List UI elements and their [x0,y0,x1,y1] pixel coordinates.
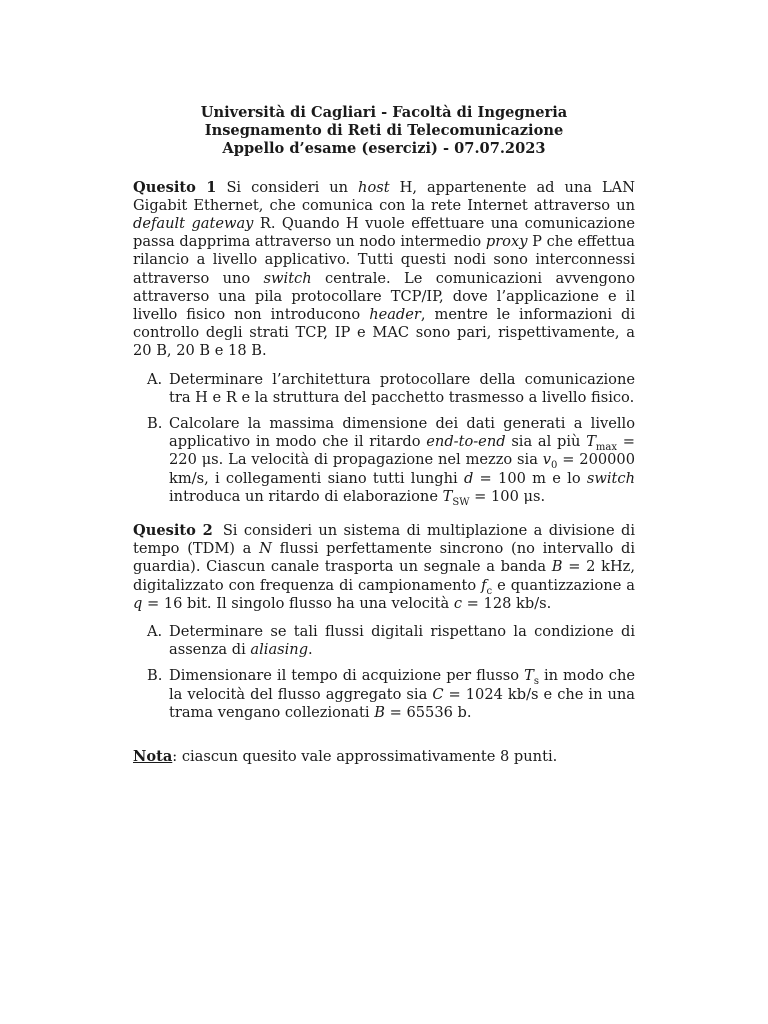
q1b-text-part: = 100 m e lo [473,469,587,487]
q1-text-part: H, appartenente ad una LAN Gigabit Ethernet, che comunica con la rete Internet attraverso un [133,178,635,214]
item-letter: B. [147,667,163,685]
q2b-text-part: = 65536 b. [384,703,472,721]
q2-text-part: = 2 kHz, digitalizzato con frequenza di campionamento [133,558,636,594]
q1b-math-T: T [586,433,596,451]
q1b-math-sub: max [595,442,618,454]
q1-term-proxy: proxy [485,233,528,251]
question-2-item-b [147,667,635,722]
question-2 [133,522,635,722]
q1-term-gateway: default gateway [133,215,254,233]
q2b-text-part: Dimensionare il tempo di acquizione per flusso [169,667,525,685]
item-letter: A. [147,623,163,641]
q1b-math-sub: 0 [551,460,558,472]
q2-text-part: Si consideri un sistema di multiplazione a divisione di tempo (TDM) a [133,522,636,558]
header-course: Insegnamento di Reti di Telecomunicazione [204,122,564,140]
q2b-text-part: = 1024 kb/s e che in una trama vengano collezionati [169,685,636,721]
document-header [133,104,635,159]
header-university: Università di Cagliari - Facoltà di Ingegneria [200,104,568,121]
q2-text-part: = 128 kb/s. [462,594,552,612]
q2-text-part: = 16 bit. Il singolo flusso ha una velocità [142,594,454,612]
q1b-math-T: T [442,487,453,505]
q1-text-part: P che effettua rilancio a livello applicativo. Tutti questi nodi sono interconnessi attraverso uno [133,233,635,287]
q1b-text-part: = 220 μs. La velocità di propagazione nel mezzo sia [169,433,635,469]
q2b-math-B: B [374,703,385,721]
q1b-text-part: = 100 μs. [469,487,546,505]
q2-math-sub: c [486,585,493,597]
q1b-math-sub: SW [452,496,470,508]
q2a-text-part: Determinare se tali flussi digitali rispettano la condizione di assenza di [169,623,635,659]
item-text [169,667,635,722]
q1b-text-part: = 200000 km/s, i collegamenti siano tutti lunghi [169,451,635,487]
exam-page [133,104,635,766]
q2-text-part: e quantizzazione a [492,576,635,594]
item-text: Determinare l’architettura protocollare della comunicazione tra H e R e la struttura del pacchetto trasmesso a livello fisico. [169,370,635,406]
q1-text-part: , mentre le informazioni di controllo degli strati TCP, IP e MAC sono pari, rispettivamente, a 20 B, 20 B e 18 B. [133,306,636,360]
q2b-text-part: in modo che la velocità del flusso aggregato sia [169,667,635,703]
item-letter: B. [147,415,163,433]
note-label: Nota [133,748,173,766]
item-text [169,623,635,659]
item-letter: A. [147,370,163,388]
q1-term-host: host [358,178,390,196]
item-text [169,415,635,506]
q1b-math-v: v [542,451,551,469]
question-1-item-b [147,415,635,506]
q2a-text-part: . [308,641,313,659]
q1-text-part: Si consideri un [226,178,359,196]
q2-text-part: flussi perfettamente sincrono (no intervallo di guardia). Ciascun canale trasporta un segnale a banda [133,540,635,576]
q1b-text-part: Calcolare la massima dimensione dei dati generati a livello applicativo in modo che il ritardo [169,415,635,451]
q1-text-part: centrale. Le comunicazioni avvengono attraverso una pila protocollare TCP/IP, dove l’applicazione e il livello fisico non introducono [133,269,635,324]
question-1-text [133,179,635,361]
question-2-label: Quesito 2 [133,522,213,540]
question-1-label: Quesito 1 [133,178,217,196]
q1b-text-part: sia al più [505,433,587,451]
note-text: : ciascun quesito vale approssimativamente 8 punti. [172,748,558,766]
q1-term-header: header [369,306,421,324]
question-2-text [133,522,635,613]
question-1 [133,179,635,506]
q2b-math-C: C [432,685,444,703]
q1b-term-end-to-end: end-to-end [426,433,506,451]
q2-math-N: N [259,540,272,558]
q1b-text-part: introduca un ritardo di elaborazione [169,487,443,505]
q2-math-f: f [481,576,487,594]
q2b-math-sub: s [533,676,539,688]
question-2-item-a [147,623,635,659]
header-exam-date: Appello d’esame (esercizi) - 07.07.2023 [222,140,546,158]
q1b-term-switch: switch [586,469,635,487]
q1-term-switch: switch [263,269,312,287]
question-1-items [133,371,635,506]
q1b-math-d: d [463,469,474,487]
q2-math-q: q [133,594,143,612]
note [133,748,635,766]
question-2-items [133,623,635,722]
q2-math-c: c [453,594,463,612]
q1-text-part: R. Quando H vuole effettuare una comunicazione passa dapprima attraverso un nodo intermedio [133,215,635,251]
question-1-item-a [147,371,635,407]
q2-math-B: B [551,558,563,576]
q2a-term-aliasing: aliasing [250,641,309,659]
q2b-math-T: T [524,667,534,685]
